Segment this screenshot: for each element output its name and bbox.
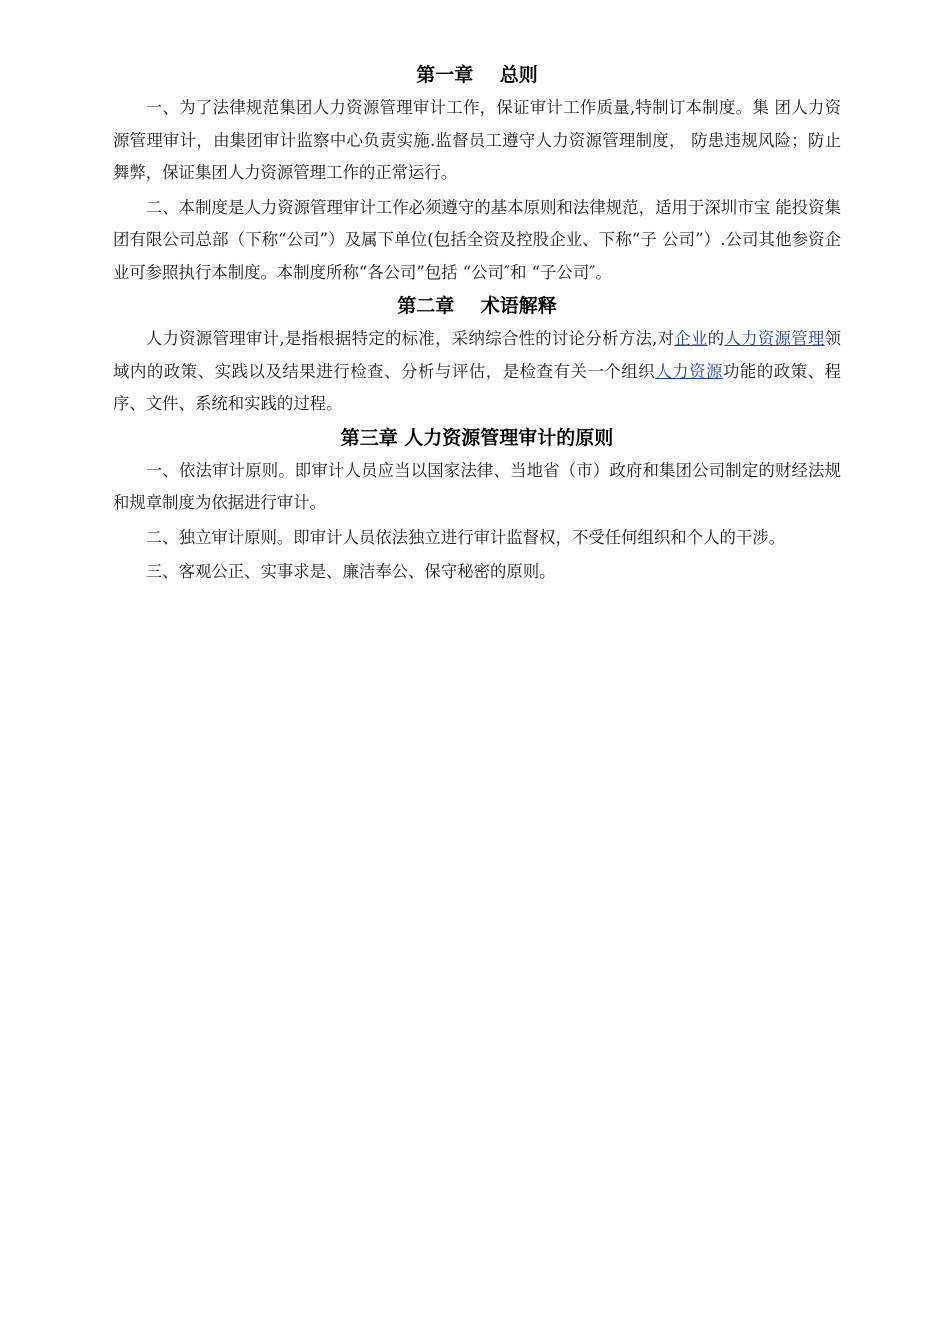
chapter-3-paragraph-1: 一、依法审计原则。即审计人员应当以国家法律、当地省（市）政府和集团公司制定的财经法规和规章制度为依据进行审计。 bbox=[113, 460, 841, 512]
chapter-2-text-d: 功能的政策、程序、文件、系统和实践的过程。 bbox=[113, 361, 842, 413]
link-enterprise[interactable]: 企业 bbox=[674, 329, 708, 348]
link-human-resources[interactable]: 人力资源 bbox=[655, 361, 723, 381]
chapter-2-text-b: 的 bbox=[707, 329, 725, 348]
chapter-2-text-a: 人力资源管理审计,是指根据特定的标准，采纳综合性的讨论分析方法,对 bbox=[145, 329, 675, 348]
chapter-3-paragraph-3: 三、客观公正、实事求是、廉洁奉公、保守秘密的原则。 bbox=[145, 562, 556, 581]
chapter-3-paragraph-2: 二、独立审计原则。即审计人员依法独立进行审计监督权，不受任何组织和个人的干涉。 bbox=[145, 527, 786, 547]
chapter-2-title: 第二章 术语解释 bbox=[397, 295, 557, 317]
chapter-2-text-c: 领域内的政策、实践以及结果进行检查、分析与评估，是检查有关一个组织 bbox=[113, 329, 842, 381]
chapter-2-paragraph bbox=[113, 323, 841, 421]
chapter-1-paragraph-2: 二、本制度是人力资源管理审计工作必须遵守的基本原则和法律规范，适用于深圳市宝 能投资集团有限公司总部（下称“公司”）及属下单位(包括全资及控股企业、下称“子 公司”）.公司其他参资企业可参照执行本制度。本制度所称“各公司”包括 “公司″和 “子公司″。 bbox=[113, 197, 841, 282]
chapter-3-title: 第三章 人力资源管理审计的原则 bbox=[340, 426, 614, 449]
chapter-1-title: 第一章 总则 bbox=[416, 64, 538, 86]
document-page bbox=[113, 58, 841, 589]
chapter-1-paragraph-1: 一、为了法律规范集团人力资源管理审计工作，保证审计工作质量,特制订本制度。集 团人力资源管理审计，由集团审计监察中心负责实施.监督员工遵守人力资源管理制度， 防患违规风险；防止舞弊，保证集团人力资源管理工作的正常运行。 bbox=[113, 98, 841, 182]
link-human-resource-management[interactable]: 人力资源管理 bbox=[724, 329, 825, 348]
